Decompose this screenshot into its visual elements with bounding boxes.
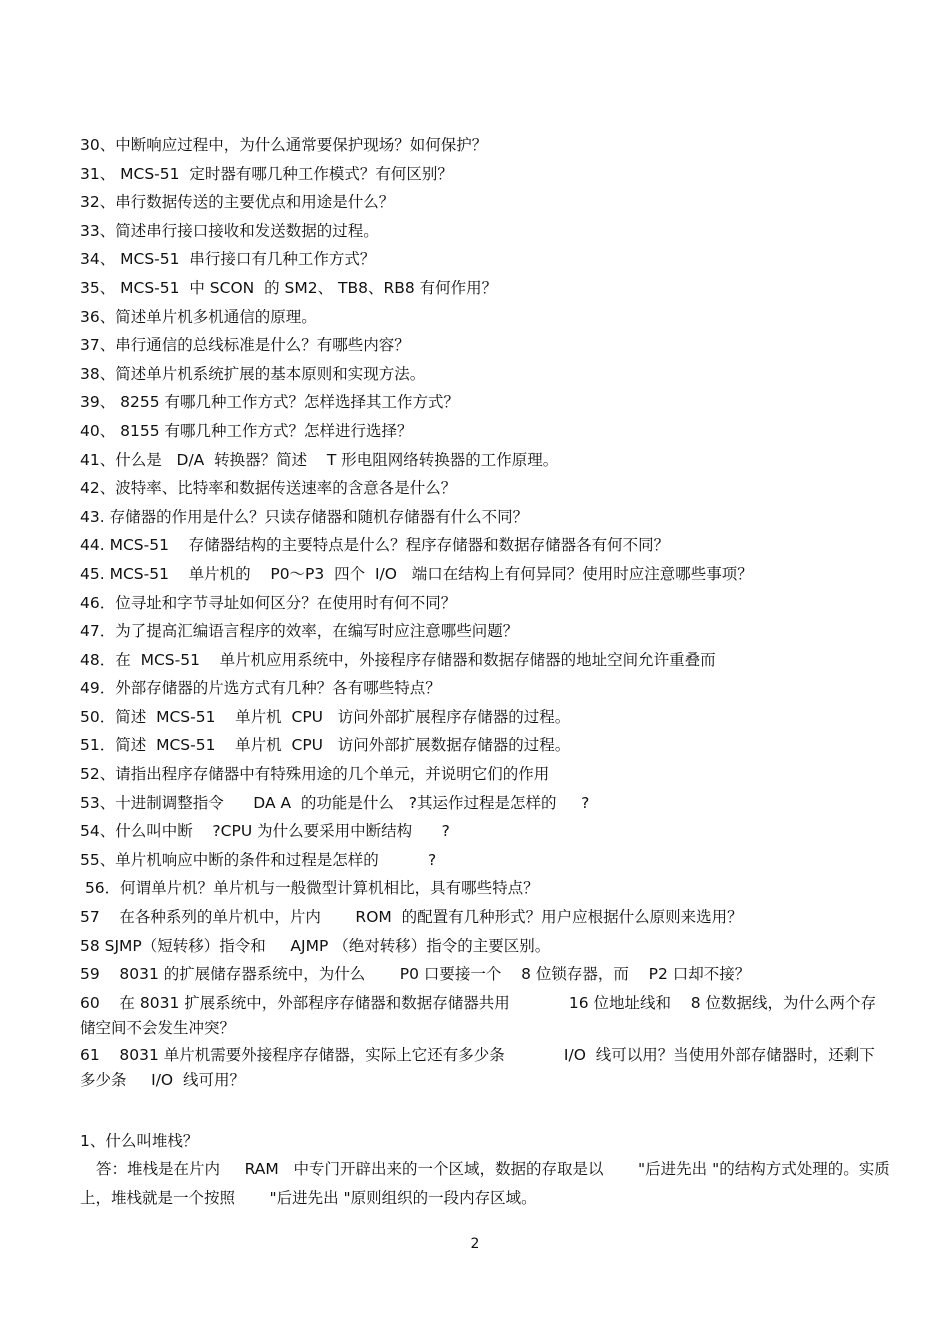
question-item: 39、 8255 有哪几种工作方式？怎样选择其工作方式？ [80,393,460,412]
question-item: 52、请指出程序存储器中有特殊用途的几个单元，并说明它们的作用 [80,765,550,784]
question-item: 57 在各种系列的单片机中，片内 ROM 的配置有几种形式？用户应根据什么原则来选用？ [80,908,743,927]
question-item: 38、简述单片机系统扩展的基本原则和实现方法。 [80,364,426,383]
question-item: 48．在 MCS-51 单片机应用系统中，外接程序存储器和数据存储器的地址空间允许重叠而 [80,650,716,669]
question-item: 44. MCS-51 存储器结构的主要特点是什么？程序存储器和数据存储器各有何不同？ [80,536,670,555]
question-item: 32、串行数据传送的主要优点和用途是什么？ [80,193,395,212]
question-item: 54、什么叫中断 ?CPU 为什么要采用中断结构 ? [80,822,450,841]
question-item: 30、中断响应过程中，为什么通常要保护现场？如何保护？ [80,136,488,154]
question-item: 47．为了提高汇编语言程序的效率，在编写时应注意哪些问题？ [80,622,519,641]
question-item: 58 SJMP（短转移）指令和 AJMP （绝对转移）指令的主要区别。 [80,936,551,955]
question-item: 51．简述 MCS-51 单片机 CPU 访问外部扩展数据存储器的过程。 [80,736,571,755]
question-item: 34、 MCS-51 串行接口有几种工作方式？ [80,250,376,269]
question-item: 56．何谓单片机？单片机与一般微型计算机相比，具有哪些特点？ [80,879,539,898]
question-item: 42、波特率、比特率和数据传送速率的含意各是什么？ [80,479,457,498]
question-item: 40、 8155 有哪几种工作方式？怎样进行选择？ [80,421,413,440]
question-item: 49．外部存储器的片选方式有几种？各有哪些特点？ [80,679,441,698]
question-item: 53、十进制调整指令 DA A 的功能是什么 ?其运作过程是怎样的 ? [80,793,590,812]
question-item: 37、串行通信的总线标准是什么？有哪些内容？ [80,336,410,355]
answer-question-title: 1、什么叫堆栈？ [80,1132,199,1150]
question-item: 33、简述串行接口接收和发送数据的过程。 [80,221,379,240]
question-item: 50．简述 MCS-51 单片机 CPU 访问外部扩展程序存储器的过程。 [80,707,571,726]
question-item: 36、简述单片机多机通信的原理。 [80,307,317,326]
question-item: 31、 MCS-51 定时器有哪几种工作模式？有何区别？ [80,164,453,183]
answer-section [80,1127,890,1213]
question-item: 41、什么是 D/A 转换器？简述 T 形电阻网络转换器的工作原理。 [80,450,559,469]
page-number: 2 [470,1236,480,1252]
question-item: 35、 MCS-51 中 SCON 的 SM2、 TB8、RB8 有何作用？ [80,278,498,297]
question-item: 59 8031 的扩展储存器系统中，为什么 P0 口要接一个 8 位锁存器，而 P2 口却不接？ [80,965,751,984]
answer-text: 答：堆栈是在片内 RAM 中专门开辟出来的一个区域，数据的存取是以 "后进先出 "的结构方式处理的。实质上，堆栈就是一个按照 "后进先出 "原则组织的一段内存区域。 [80,1160,890,1207]
question-item: 61 8031 单片机需要外接程序存储器，实际上它还有多少条 I/O 线可以用？当使用外部存储器时，还剩下多少条 I/O 线可用？ [80,1045,875,1089]
question-item: 46．位寻址和字节寻址如何区分？在使用时有何不同？ [80,593,457,612]
question-item: 45. MCS-51 单片机的 P0～P3 四个 I/O 端口在结构上有何异同？使用时应注意哪些事项？ [80,564,753,583]
question-list [80,131,890,1095]
question-item: 60 在 8031 扩展系统中，外部程序存储器和数据存储器共用 16 位地址线和 8 位数据线，为什么两个存储空间不会发生冲突？ [80,993,877,1037]
question-item: 43. 存储器的作用是什么？只读存储器和随机存储器有什么不同？ [80,507,529,526]
question-item: 55、单片机响应中断的条件和过程是怎样的 ? [80,850,437,869]
